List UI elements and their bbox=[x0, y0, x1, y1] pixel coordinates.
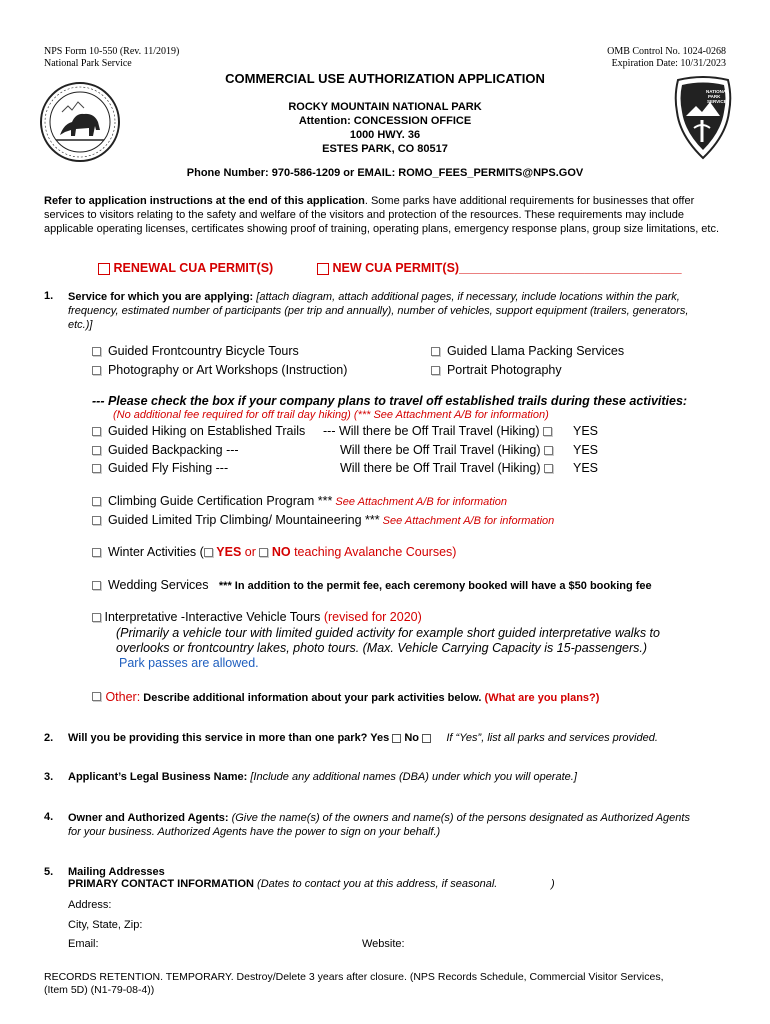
yes-label: YES bbox=[573, 424, 599, 438]
primary-contact-heading bbox=[68, 878, 497, 890]
off-trail-question[interactable] bbox=[323, 424, 552, 438]
other-ask: (What are you plans?) bbox=[484, 692, 600, 704]
q3-number: 3. bbox=[44, 771, 54, 783]
service-checkbox[interactable] bbox=[92, 548, 101, 557]
service-checkbox[interactable] bbox=[431, 347, 440, 356]
service-checkbox[interactable] bbox=[92, 581, 101, 590]
service-checkbox[interactable] bbox=[92, 427, 101, 436]
intro-bold: Refer to application instructions at the end of this application bbox=[44, 195, 365, 207]
other-option[interactable] bbox=[92, 688, 599, 706]
new-permit-checkbox[interactable] bbox=[317, 263, 329, 275]
vehicle-desc-2: overlooks or frontcountry lakes, photo tours. (Max. Vehicle Carrying Capacity is 15-passengers.) bbox=[116, 641, 648, 655]
q1-hint: [attach diagram, attach additional pages, if necessary, include locations within the park, bbox=[256, 291, 680, 303]
wedding-option[interactable] bbox=[92, 578, 652, 592]
off-trail-note: (No additional fee required for off trail day hiking) (*** See Attachment A/B for information) bbox=[113, 409, 549, 421]
records-retention bbox=[44, 971, 664, 997]
renewal-permit-option[interactable] bbox=[98, 261, 273, 275]
q2-number: 2. bbox=[44, 732, 54, 744]
email-field-label: Email: bbox=[68, 938, 99, 950]
service-checkbox[interactable] bbox=[92, 497, 101, 506]
new-permit-option[interactable] bbox=[317, 261, 682, 275]
trail-label: Guided Fly Fishing --- bbox=[107, 461, 229, 475]
yes-label: YES bbox=[573, 443, 599, 457]
trail-item-hiking[interactable] bbox=[92, 424, 305, 438]
address-line: ESTES PARK, CO 80517 bbox=[322, 143, 448, 155]
service-option[interactable] bbox=[431, 363, 562, 377]
park-passes-note: Park passes are allowed. bbox=[119, 656, 259, 670]
winter-no-label: NO bbox=[271, 545, 291, 559]
service-checkbox[interactable] bbox=[92, 516, 101, 525]
service-label: Portrait Photography bbox=[446, 363, 562, 377]
q4-hint-2: for your business. Authorized Agents have the power to sign on your behalf.) bbox=[68, 826, 441, 838]
off-trail-checkbox[interactable] bbox=[544, 446, 553, 455]
form-title: COMMERCIAL USE AUTHORIZATION APPLICATION bbox=[225, 71, 545, 86]
climbing-option[interactable] bbox=[92, 513, 554, 527]
service-checkbox[interactable] bbox=[92, 366, 101, 375]
off-trail-text: Will there be Off Trail Travel (Hiking) bbox=[340, 461, 541, 475]
service-label: Guided Llama Packing Services bbox=[446, 344, 625, 358]
expiration-date: Expiration Date: 10/31/2023 bbox=[611, 58, 726, 69]
contact-info: Phone Number: 970-586-1209 or EMAIL: ROMO_FEES_PERMITS@NPS.GOV bbox=[186, 167, 584, 179]
off-trail-checkbox[interactable] bbox=[544, 464, 553, 473]
q4-hint: (Give the name(s) of the owners and name(s) of the persons designated as Authorized Agents bbox=[228, 812, 690, 824]
primary-hint: (Dates to contact you at this address, if seasonal. bbox=[253, 878, 498, 890]
agency-name: National Park Service bbox=[44, 58, 132, 69]
service-option[interactable] bbox=[92, 344, 299, 358]
q3-hint: [Include any additional names (DBA) under which you will operate.] bbox=[247, 771, 577, 783]
q1-number: 1. bbox=[44, 290, 54, 302]
climbing-note: See Attachment A/B for information bbox=[332, 496, 508, 508]
q2-no-checkbox[interactable] bbox=[422, 734, 431, 743]
off-trail-text: Will there be Off Trail Travel (Hiking) bbox=[340, 443, 541, 457]
renewal-label: RENEWAL CUA PERMIT(S) bbox=[113, 261, 274, 275]
intro-text: . Some parks have additional requirements for businesses that offer services to visitors relating to the safety and welfare of the visitors and protection of the resources. These requirements may include applicable operating licenses, certificates showing proof of training, operating plans, emergency response plans, group size limitations, etc. bbox=[44, 195, 720, 235]
vehicle-label: Interpretative -Interactive Vehicle Tours bbox=[104, 610, 324, 624]
q1-hint-3: etc.)] bbox=[68, 319, 93, 331]
service-checkbox[interactable] bbox=[92, 446, 101, 455]
q2-no-label: No bbox=[401, 732, 420, 744]
park-address bbox=[0, 100, 770, 156]
primary-hint-close: ) bbox=[551, 878, 555, 890]
trail-item-fly-fishing[interactable] bbox=[92, 461, 228, 475]
q2-yes-checkbox[interactable] bbox=[392, 734, 401, 743]
form-number: NPS Form 10-550 (Rev. 11/2019) bbox=[44, 46, 180, 57]
q1-hint-2: frequency, estimated number of participants (per trip and annually), number of vehicles, support equipment (trailers, generators, bbox=[68, 305, 689, 317]
winter-yes-label: YES bbox=[216, 545, 242, 559]
address-line: 1000 HWY. 36 bbox=[349, 129, 421, 141]
off-trail-question[interactable] bbox=[340, 443, 553, 457]
trail-label: Guided Hiking on Established Trails bbox=[107, 424, 306, 438]
winter-or: or bbox=[241, 545, 260, 559]
q4-question bbox=[68, 811, 730, 839]
address-field-label: Address: bbox=[68, 899, 112, 911]
climbing-note: See Attachment A/B for information bbox=[379, 515, 555, 527]
climbing-label: Climbing Guide Certification Program *** bbox=[107, 494, 333, 508]
q2-hint: If “Yes”, list all parks and services provided. bbox=[446, 732, 658, 744]
city-field-label: City, State, Zip: bbox=[68, 919, 143, 931]
q4-label: Owner and Authorized Agents: bbox=[68, 812, 229, 824]
q5-label: Mailing Addresses bbox=[68, 866, 165, 878]
climbing-label: Guided Limited Trip Climbing/ Mountaineering *** bbox=[107, 513, 380, 527]
off-trail-question[interactable] bbox=[340, 461, 553, 475]
wedding-label: Wedding Services bbox=[107, 578, 209, 592]
winter-no-checkbox[interactable] bbox=[259, 548, 268, 557]
q1-text bbox=[68, 290, 730, 332]
yes-label: YES bbox=[573, 461, 599, 475]
off-trail-checkbox[interactable] bbox=[543, 427, 552, 436]
climbing-option[interactable] bbox=[92, 494, 507, 508]
address-line: ROCKY MOUNTAIN NATIONAL PARK bbox=[288, 101, 482, 113]
other-label: Other: bbox=[105, 690, 141, 704]
q2-label: Will you be providing this service in more than one park? Yes bbox=[68, 732, 390, 744]
vehicle-revised: (revised for 2020) bbox=[323, 610, 422, 624]
winter-rest: teaching Avalanche Courses) bbox=[290, 545, 457, 559]
trail-item-backpacking[interactable] bbox=[92, 443, 239, 457]
trail-label: Guided Backpacking --- bbox=[107, 443, 239, 457]
footer-line-2: (Item 5D) (N1-79-08-4)) bbox=[44, 984, 155, 996]
address-line: Attention: CONCESSION OFFICE bbox=[298, 115, 472, 127]
service-checkbox[interactable] bbox=[431, 366, 440, 375]
service-label: Photography or Art Workshops (Instruction) bbox=[107, 363, 348, 377]
service-option[interactable] bbox=[92, 363, 347, 377]
intro-paragraph bbox=[44, 194, 730, 236]
q2-question bbox=[68, 732, 658, 744]
vehicle-tours-option[interactable] bbox=[92, 610, 422, 624]
off-trail-text: --- Will there be Off Trail Travel (Hiking) bbox=[323, 424, 540, 438]
q4-number: 4. bbox=[44, 811, 54, 823]
q5-number: 5. bbox=[44, 866, 54, 878]
service-checkbox[interactable] bbox=[92, 464, 101, 473]
new-permit-label: NEW CUA PERMIT(S)________________________________ bbox=[332, 261, 682, 275]
service-checkbox[interactable] bbox=[92, 692, 101, 701]
footer-line-1: RECORDS RETENTION. TEMPORARY. Destroy/Delete 3 years after closure. (NPS Records Schedule, Commercial Visitor Services, bbox=[44, 971, 664, 983]
q3-question bbox=[68, 771, 577, 783]
q1-label: Service for which you are applying: bbox=[68, 291, 254, 303]
vehicle-desc-1: (Primarily a vehicle tour with limited guided activity for example short guided interpretative walks to bbox=[116, 626, 660, 640]
other-desc: Describe additional information about your park activities below. bbox=[140, 692, 485, 704]
service-checkbox[interactable] bbox=[92, 613, 101, 622]
q3-label: Applicant’s Legal Business Name: bbox=[68, 771, 248, 783]
primary-label: PRIMARY CONTACT INFORMATION bbox=[68, 878, 254, 890]
renewal-checkbox[interactable] bbox=[98, 263, 110, 275]
winter-label: Winter Activities ( bbox=[107, 545, 204, 559]
service-checkbox[interactable] bbox=[92, 347, 101, 356]
winter-yes-checkbox[interactable] bbox=[204, 548, 213, 557]
svg-text:NATIONAL: NATIONAL bbox=[706, 89, 729, 94]
wedding-note: *** In addition to the permit fee, each ceremony booked will have a $50 booking fee bbox=[218, 580, 652, 592]
svg-text:PARK: PARK bbox=[708, 94, 721, 99]
winter-activities-option[interactable] bbox=[92, 545, 456, 559]
omb-number: OMB Control No. 1024-0268 bbox=[607, 46, 726, 57]
service-option[interactable] bbox=[431, 344, 624, 358]
off-trail-heading: --- Please check the box if your company plans to travel off established trails during these activities: bbox=[92, 394, 688, 408]
service-label: Guided Frontcountry Bicycle Tours bbox=[107, 344, 299, 358]
svg-text:SERVICE: SERVICE bbox=[707, 99, 727, 104]
website-field-label: Website: bbox=[362, 938, 405, 950]
